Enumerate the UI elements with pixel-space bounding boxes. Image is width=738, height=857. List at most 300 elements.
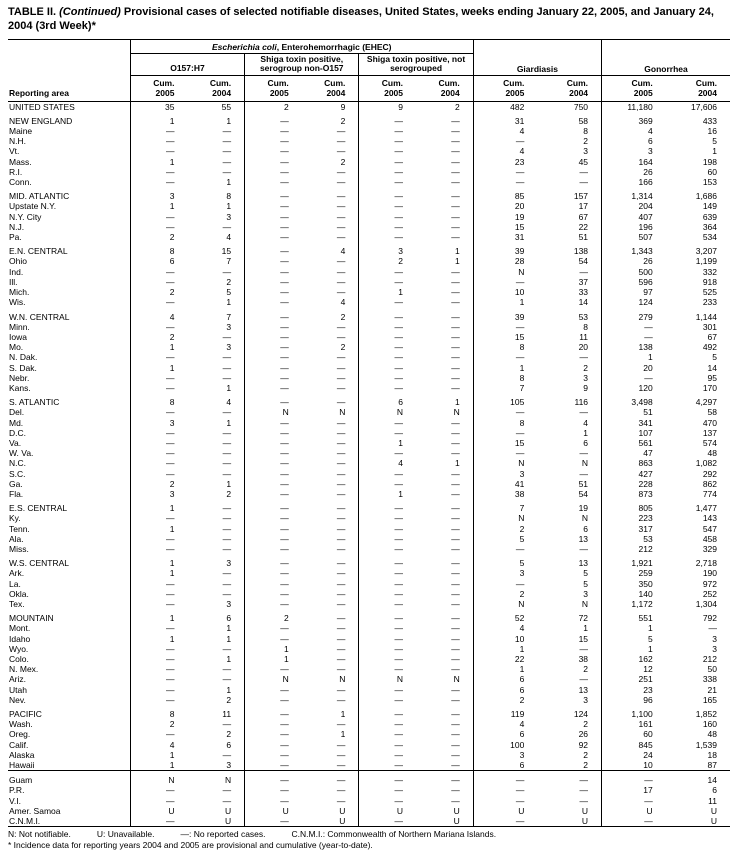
value-cell: 4 bbox=[583, 417, 589, 428]
value-cell: — bbox=[451, 588, 460, 599]
value-cell: 1 bbox=[602, 644, 666, 654]
value-cell: 3 bbox=[226, 211, 232, 222]
value-cell: — bbox=[336, 221, 346, 232]
value-cell: N bbox=[581, 598, 589, 609]
value-cell: — bbox=[336, 694, 346, 705]
value-cell: 574 bbox=[702, 437, 717, 448]
year-label: 2005 bbox=[384, 88, 404, 99]
value-cell: — bbox=[130, 458, 187, 468]
table-row bbox=[8, 513, 730, 523]
value-cell: 6 bbox=[473, 760, 537, 771]
value-cell: 53 bbox=[602, 534, 666, 544]
value-cell: 5 bbox=[583, 568, 589, 579]
value-cell: — bbox=[451, 719, 460, 730]
value-cell: 143 bbox=[702, 513, 717, 524]
value-cell: — bbox=[579, 166, 589, 177]
value-cell: N bbox=[130, 771, 187, 786]
cum-label: Cum. bbox=[153, 78, 175, 89]
value-cell: 55 bbox=[221, 101, 232, 112]
value-cell: — bbox=[359, 579, 416, 589]
table-row bbox=[8, 489, 730, 499]
value-cell: — bbox=[222, 588, 232, 599]
value-cell: — bbox=[130, 685, 187, 695]
value-cell: U bbox=[473, 806, 537, 816]
value-cell: 1 bbox=[583, 623, 589, 634]
value-cell: 1 bbox=[359, 438, 416, 448]
value-cell: 223 bbox=[602, 513, 666, 523]
value-cell: — bbox=[359, 428, 416, 438]
value-cell: 22 bbox=[473, 654, 537, 664]
value-cell: — bbox=[130, 407, 187, 417]
value-cell: 22 bbox=[578, 221, 589, 232]
value-cell: — bbox=[451, 221, 460, 232]
value-cell: 138 bbox=[573, 246, 589, 257]
value-cell: — bbox=[451, 709, 460, 720]
reporting-area-cell: Md. bbox=[9, 417, 24, 428]
value-cell: 10 bbox=[602, 760, 666, 771]
value-cell: — bbox=[245, 297, 302, 307]
value-cell: 3 bbox=[583, 372, 589, 383]
year-label: 2004 bbox=[569, 88, 589, 99]
value-cell: — bbox=[336, 397, 346, 408]
value-cell: 5 bbox=[712, 136, 717, 147]
table-row bbox=[8, 816, 730, 827]
value-cell: 341 bbox=[602, 418, 666, 428]
value-cell: — bbox=[359, 524, 416, 534]
value-cell: — bbox=[222, 749, 232, 760]
value-cell: 17 bbox=[602, 785, 666, 795]
value-cell: — bbox=[245, 634, 302, 644]
value-cell: — bbox=[451, 266, 460, 277]
value-cell: 1 bbox=[226, 177, 232, 188]
year-label: 2004 bbox=[698, 88, 717, 99]
value-cell: — bbox=[336, 276, 346, 287]
legend-no-reported-cases: —: No reported cases. bbox=[180, 829, 266, 840]
value-cell: 7 bbox=[473, 383, 537, 393]
value-cell: — bbox=[130, 146, 187, 156]
value-cell: 317 bbox=[602, 524, 666, 534]
value-cell: 51 bbox=[578, 478, 589, 489]
value-cell: — bbox=[359, 373, 416, 383]
value-cell: — bbox=[245, 623, 302, 633]
value-cell: — bbox=[222, 578, 232, 589]
value-cell: — bbox=[130, 623, 187, 633]
value-cell: — bbox=[359, 479, 416, 489]
value-cell: — bbox=[245, 816, 302, 827]
value-cell: — bbox=[245, 554, 302, 568]
value-cell: 11 bbox=[222, 709, 232, 720]
value-cell: 470 bbox=[702, 417, 717, 428]
reporting-area-cell: Ga. bbox=[9, 478, 23, 489]
value-cell: 1 bbox=[226, 623, 232, 634]
value-cell: 4 bbox=[130, 308, 187, 322]
table-row bbox=[8, 750, 730, 760]
value-cell: 1 bbox=[130, 524, 187, 534]
value-cell: — bbox=[336, 533, 346, 544]
value-cell: — bbox=[245, 479, 302, 489]
reporting-area-cell: Ohio bbox=[9, 256, 27, 267]
reporting-area-cell: Conn. bbox=[9, 177, 32, 188]
ehec-rest-label: , Enterohemorrhagic (EHEC) bbox=[276, 41, 392, 52]
value-cell: 67 bbox=[707, 331, 717, 342]
value-cell: — bbox=[222, 437, 232, 448]
value-cell: — bbox=[245, 771, 302, 786]
value-cell: — bbox=[579, 352, 589, 363]
value-cell: — bbox=[451, 448, 460, 459]
value-cell: — bbox=[245, 428, 302, 438]
value-cell: — bbox=[359, 796, 416, 806]
value-cell: — bbox=[245, 589, 302, 599]
table-row bbox=[8, 534, 730, 544]
value-cell: — bbox=[359, 750, 416, 760]
value-cell: 2 bbox=[226, 276, 232, 287]
value-cell: 596 bbox=[602, 277, 666, 287]
value-cell: — bbox=[336, 256, 346, 267]
value-cell: — bbox=[451, 749, 460, 760]
value-cell: — bbox=[222, 523, 232, 534]
value-cell: — bbox=[359, 157, 416, 167]
value-cell: 165 bbox=[702, 694, 717, 705]
value-cell: — bbox=[359, 568, 416, 578]
value-cell: — bbox=[336, 427, 346, 438]
value-cell: 23 bbox=[602, 685, 666, 695]
value-cell: — bbox=[245, 438, 302, 448]
value-cell: — bbox=[451, 760, 460, 771]
value-cell: 10 bbox=[473, 634, 537, 644]
value-cell: 53 bbox=[578, 311, 589, 322]
value-cell: 1 bbox=[130, 157, 187, 167]
value-cell: 15 bbox=[473, 222, 537, 232]
value-cell: — bbox=[359, 729, 416, 739]
value-cell: — bbox=[579, 795, 589, 806]
value-cell: — bbox=[336, 166, 346, 177]
value-cell: — bbox=[245, 126, 302, 136]
cum-2005-header bbox=[245, 76, 302, 101]
value-cell: — bbox=[473, 136, 537, 146]
reporting-area-cell: Minn. bbox=[9, 321, 30, 332]
value-cell: 92 bbox=[578, 739, 589, 750]
value-cell: 149 bbox=[702, 201, 717, 212]
value-cell: — bbox=[451, 156, 460, 167]
value-cell: — bbox=[245, 352, 302, 362]
value-cell: — bbox=[473, 771, 537, 786]
value-cell: 164 bbox=[602, 157, 666, 167]
cum-label: Cum. bbox=[503, 78, 525, 89]
value-cell: 2 bbox=[340, 311, 346, 322]
value-cell: — bbox=[222, 407, 232, 418]
value-cell: 4 bbox=[340, 246, 346, 257]
value-cell: 204 bbox=[602, 201, 666, 211]
value-cell: 3 bbox=[226, 558, 232, 569]
value-cell: 1,686 bbox=[695, 191, 717, 202]
value-cell: 41 bbox=[473, 479, 537, 489]
value-cell: — bbox=[451, 478, 460, 489]
value-cell: 547 bbox=[702, 523, 717, 534]
reporting-area-cell: Colo. bbox=[9, 654, 29, 664]
year-label: 2004 bbox=[212, 88, 232, 99]
value-cell: 19 bbox=[578, 503, 589, 514]
value-cell: 13 bbox=[578, 558, 589, 569]
value-cell: U bbox=[710, 816, 717, 827]
table-row bbox=[8, 112, 730, 126]
value-cell: 2 bbox=[130, 332, 187, 342]
value-cell: — bbox=[359, 740, 416, 750]
value-cell: — bbox=[245, 599, 302, 609]
value-cell: — bbox=[222, 664, 232, 675]
value-cell: 1,343 bbox=[602, 242, 666, 256]
value-cell: N bbox=[359, 407, 416, 417]
value-cell: 5 bbox=[226, 287, 232, 298]
value-cell: — bbox=[222, 448, 232, 459]
value-cell: — bbox=[336, 478, 346, 489]
value-cell: — bbox=[451, 331, 460, 342]
value-cell: 1,304 bbox=[695, 598, 717, 609]
value-cell: — bbox=[359, 363, 416, 373]
value-cell: U bbox=[710, 805, 717, 816]
value-cell: — bbox=[451, 468, 460, 479]
value-cell: 60 bbox=[707, 166, 717, 177]
value-cell: 9 bbox=[340, 101, 346, 112]
value-cell: 31 bbox=[473, 112, 537, 126]
reporting-area-cell: S.C. bbox=[9, 468, 26, 479]
value-cell: U bbox=[245, 806, 302, 816]
reporting-area-cell: Ariz. bbox=[9, 674, 26, 685]
reporting-area-cell: Wis. bbox=[9, 297, 26, 308]
value-cell: — bbox=[130, 428, 187, 438]
value-cell: — bbox=[130, 654, 187, 664]
table-row bbox=[8, 771, 730, 786]
value-cell: 4 bbox=[130, 740, 187, 750]
value-cell: — bbox=[451, 417, 460, 428]
value-cell: — bbox=[245, 332, 302, 342]
cum-2005-header bbox=[130, 76, 187, 101]
value-cell: — bbox=[473, 277, 537, 287]
value-cell: — bbox=[336, 266, 346, 277]
value-cell: — bbox=[451, 684, 460, 695]
value-cell: 458 bbox=[702, 533, 717, 544]
value-cell: 137 bbox=[702, 427, 717, 438]
value-cell: 2 bbox=[130, 287, 187, 297]
table-row bbox=[8, 101, 730, 112]
table-row bbox=[8, 407, 730, 417]
value-cell: 2 bbox=[473, 695, 537, 705]
value-cell: — bbox=[222, 458, 232, 469]
reporting-area-cell: Mont. bbox=[9, 623, 31, 634]
value-cell: 4 bbox=[340, 297, 346, 308]
reporting-area-cell: R.I. bbox=[9, 166, 23, 177]
value-cell: — bbox=[451, 513, 460, 524]
reporting-area-cell: N. Mex. bbox=[9, 664, 39, 675]
value-cell: — bbox=[359, 785, 416, 795]
table-row bbox=[8, 524, 730, 534]
non-o157-header: Shiga toxin positive, serogroup non-O157 bbox=[245, 53, 359, 76]
value-cell: — bbox=[245, 256, 302, 266]
value-cell: — bbox=[359, 201, 416, 211]
reporting-area-cell: Miss. bbox=[9, 543, 29, 554]
value-cell: 45 bbox=[578, 156, 589, 167]
value-cell: — bbox=[336, 633, 346, 644]
table-row bbox=[8, 373, 730, 383]
value-cell: — bbox=[359, 267, 416, 277]
table-row bbox=[8, 363, 730, 373]
value-cell: — bbox=[222, 166, 232, 177]
value-cell: 105 bbox=[473, 393, 537, 407]
value-cell: — bbox=[245, 167, 302, 177]
reporting-area-cell: MID. ATLANTIC bbox=[9, 191, 70, 202]
value-cell: 1,172 bbox=[602, 599, 666, 609]
table-row bbox=[8, 201, 730, 211]
value-cell: 38 bbox=[473, 489, 537, 499]
value-cell: 427 bbox=[602, 469, 666, 479]
value-cell: — bbox=[336, 739, 346, 750]
value-cell: 3 bbox=[583, 588, 589, 599]
value-cell: 364 bbox=[702, 221, 717, 232]
value-cell: — bbox=[245, 685, 302, 695]
reporting-area-cell: Iowa bbox=[9, 331, 27, 342]
value-cell: — bbox=[130, 383, 187, 393]
value-cell: — bbox=[451, 342, 460, 353]
value-cell: — bbox=[473, 448, 537, 458]
table-row bbox=[8, 256, 730, 266]
value-cell: 15 bbox=[221, 246, 232, 257]
ehec-italic-label: Escherichia coli bbox=[212, 41, 277, 52]
value-cell: — bbox=[602, 322, 666, 332]
value-cell: 1 bbox=[712, 146, 717, 157]
reporting-area-cell: Idaho bbox=[9, 633, 31, 644]
value-cell: — bbox=[451, 201, 460, 212]
value-cell: — bbox=[359, 609, 416, 623]
value-cell: — bbox=[245, 146, 302, 156]
value-cell: 6 bbox=[226, 613, 232, 624]
value-cell: 2 bbox=[226, 694, 232, 705]
value-cell: — bbox=[451, 427, 460, 438]
value-cell: 13 bbox=[578, 684, 589, 695]
reporting-area-cell: V.I. bbox=[9, 795, 21, 806]
value-cell: — bbox=[473, 796, 537, 806]
value-cell: 3 bbox=[226, 598, 232, 609]
value-cell: — bbox=[451, 297, 460, 308]
table-number: TABLE II. bbox=[8, 6, 57, 18]
table-row bbox=[8, 383, 730, 393]
value-cell: 1 bbox=[226, 478, 232, 489]
value-cell: 2 bbox=[226, 729, 232, 740]
value-cell: 19 bbox=[473, 212, 537, 222]
value-cell: 1 bbox=[130, 201, 187, 211]
value-cell: — bbox=[245, 267, 302, 277]
value-cell: — bbox=[451, 694, 460, 705]
value-cell: 1 bbox=[130, 499, 187, 513]
value-cell: — bbox=[451, 211, 460, 222]
value-cell: — bbox=[222, 427, 232, 438]
value-cell: 2 bbox=[454, 101, 460, 112]
value-cell: — bbox=[336, 543, 346, 554]
table-row bbox=[8, 623, 730, 633]
value-cell: 47 bbox=[602, 448, 666, 458]
reporting-area-cell: P.R. bbox=[9, 785, 25, 796]
value-cell: — bbox=[336, 643, 346, 654]
value-cell: 1 bbox=[359, 489, 416, 499]
value-cell: — bbox=[579, 407, 589, 418]
reporting-area-cell: La. bbox=[9, 578, 21, 589]
value-cell: 120 bbox=[602, 383, 666, 393]
cum-2005-header bbox=[602, 76, 666, 101]
table-row bbox=[8, 568, 730, 578]
value-cell: — bbox=[473, 177, 537, 187]
table-row bbox=[8, 719, 730, 729]
value-cell: 1 bbox=[473, 664, 537, 674]
value-cell: 3 bbox=[130, 418, 187, 428]
value-cell: — bbox=[245, 201, 302, 211]
value-cell: 407 bbox=[602, 212, 666, 222]
value-cell: 259 bbox=[602, 568, 666, 578]
value-cell: — bbox=[245, 287, 302, 297]
value-cell: 8 bbox=[226, 191, 232, 202]
value-cell: 332 bbox=[702, 266, 717, 277]
value-cell: 23 bbox=[473, 157, 537, 167]
value-cell: — bbox=[336, 417, 346, 428]
value-cell: 161 bbox=[602, 719, 666, 729]
value-cell: — bbox=[336, 568, 346, 579]
value-cell: 11,180 bbox=[602, 101, 666, 112]
reporting-area-cell: UNITED STATES bbox=[9, 101, 75, 112]
value-cell: — bbox=[416, 771, 473, 786]
value-cell: U bbox=[359, 806, 416, 816]
value-cell: — bbox=[451, 372, 460, 383]
value-cell: N bbox=[473, 458, 537, 468]
value-cell: — bbox=[245, 308, 302, 322]
reporting-area-cell: S. Dak. bbox=[9, 362, 37, 373]
value-cell: U bbox=[224, 816, 232, 827]
value-cell: 369 bbox=[602, 112, 666, 126]
table-row bbox=[8, 458, 730, 468]
value-cell: — bbox=[245, 448, 302, 458]
value-cell: — bbox=[130, 167, 187, 177]
value-cell: 52 bbox=[473, 609, 537, 623]
value-cell: 4 bbox=[602, 126, 666, 136]
table-row bbox=[8, 479, 730, 489]
table-row bbox=[8, 157, 730, 167]
value-cell: N bbox=[581, 513, 589, 524]
value-cell: — bbox=[336, 795, 346, 806]
table-row bbox=[8, 674, 730, 684]
value-cell: — bbox=[130, 352, 187, 362]
value-cell: 3 bbox=[712, 633, 717, 644]
value-cell: — bbox=[222, 643, 232, 654]
value-cell: 1 bbox=[454, 397, 460, 408]
value-cell: 26 bbox=[578, 729, 589, 740]
value-cell: — bbox=[579, 266, 589, 277]
value-cell: — bbox=[222, 372, 232, 383]
value-cell: 863 bbox=[602, 458, 666, 468]
year-label: 2005 bbox=[155, 88, 175, 99]
value-cell: 1 bbox=[226, 201, 232, 212]
value-cell: — bbox=[336, 382, 346, 393]
value-cell: 8 bbox=[130, 705, 187, 719]
value-cell: — bbox=[336, 321, 346, 332]
value-cell: 1 bbox=[130, 554, 187, 568]
value-cell: — bbox=[359, 644, 416, 654]
cum-label: Cum. bbox=[631, 78, 653, 89]
value-cell: 6 bbox=[583, 523, 589, 534]
reporting-area-cell: N. Dak. bbox=[9, 352, 38, 363]
value-cell: 166 bbox=[602, 177, 666, 187]
value-cell: 39 bbox=[473, 242, 537, 256]
value-cell: 14 bbox=[707, 362, 717, 373]
table-row bbox=[8, 322, 730, 332]
cum-2004-header bbox=[416, 76, 473, 101]
value-cell: — bbox=[130, 796, 187, 806]
value-cell: 1,144 bbox=[695, 311, 717, 322]
